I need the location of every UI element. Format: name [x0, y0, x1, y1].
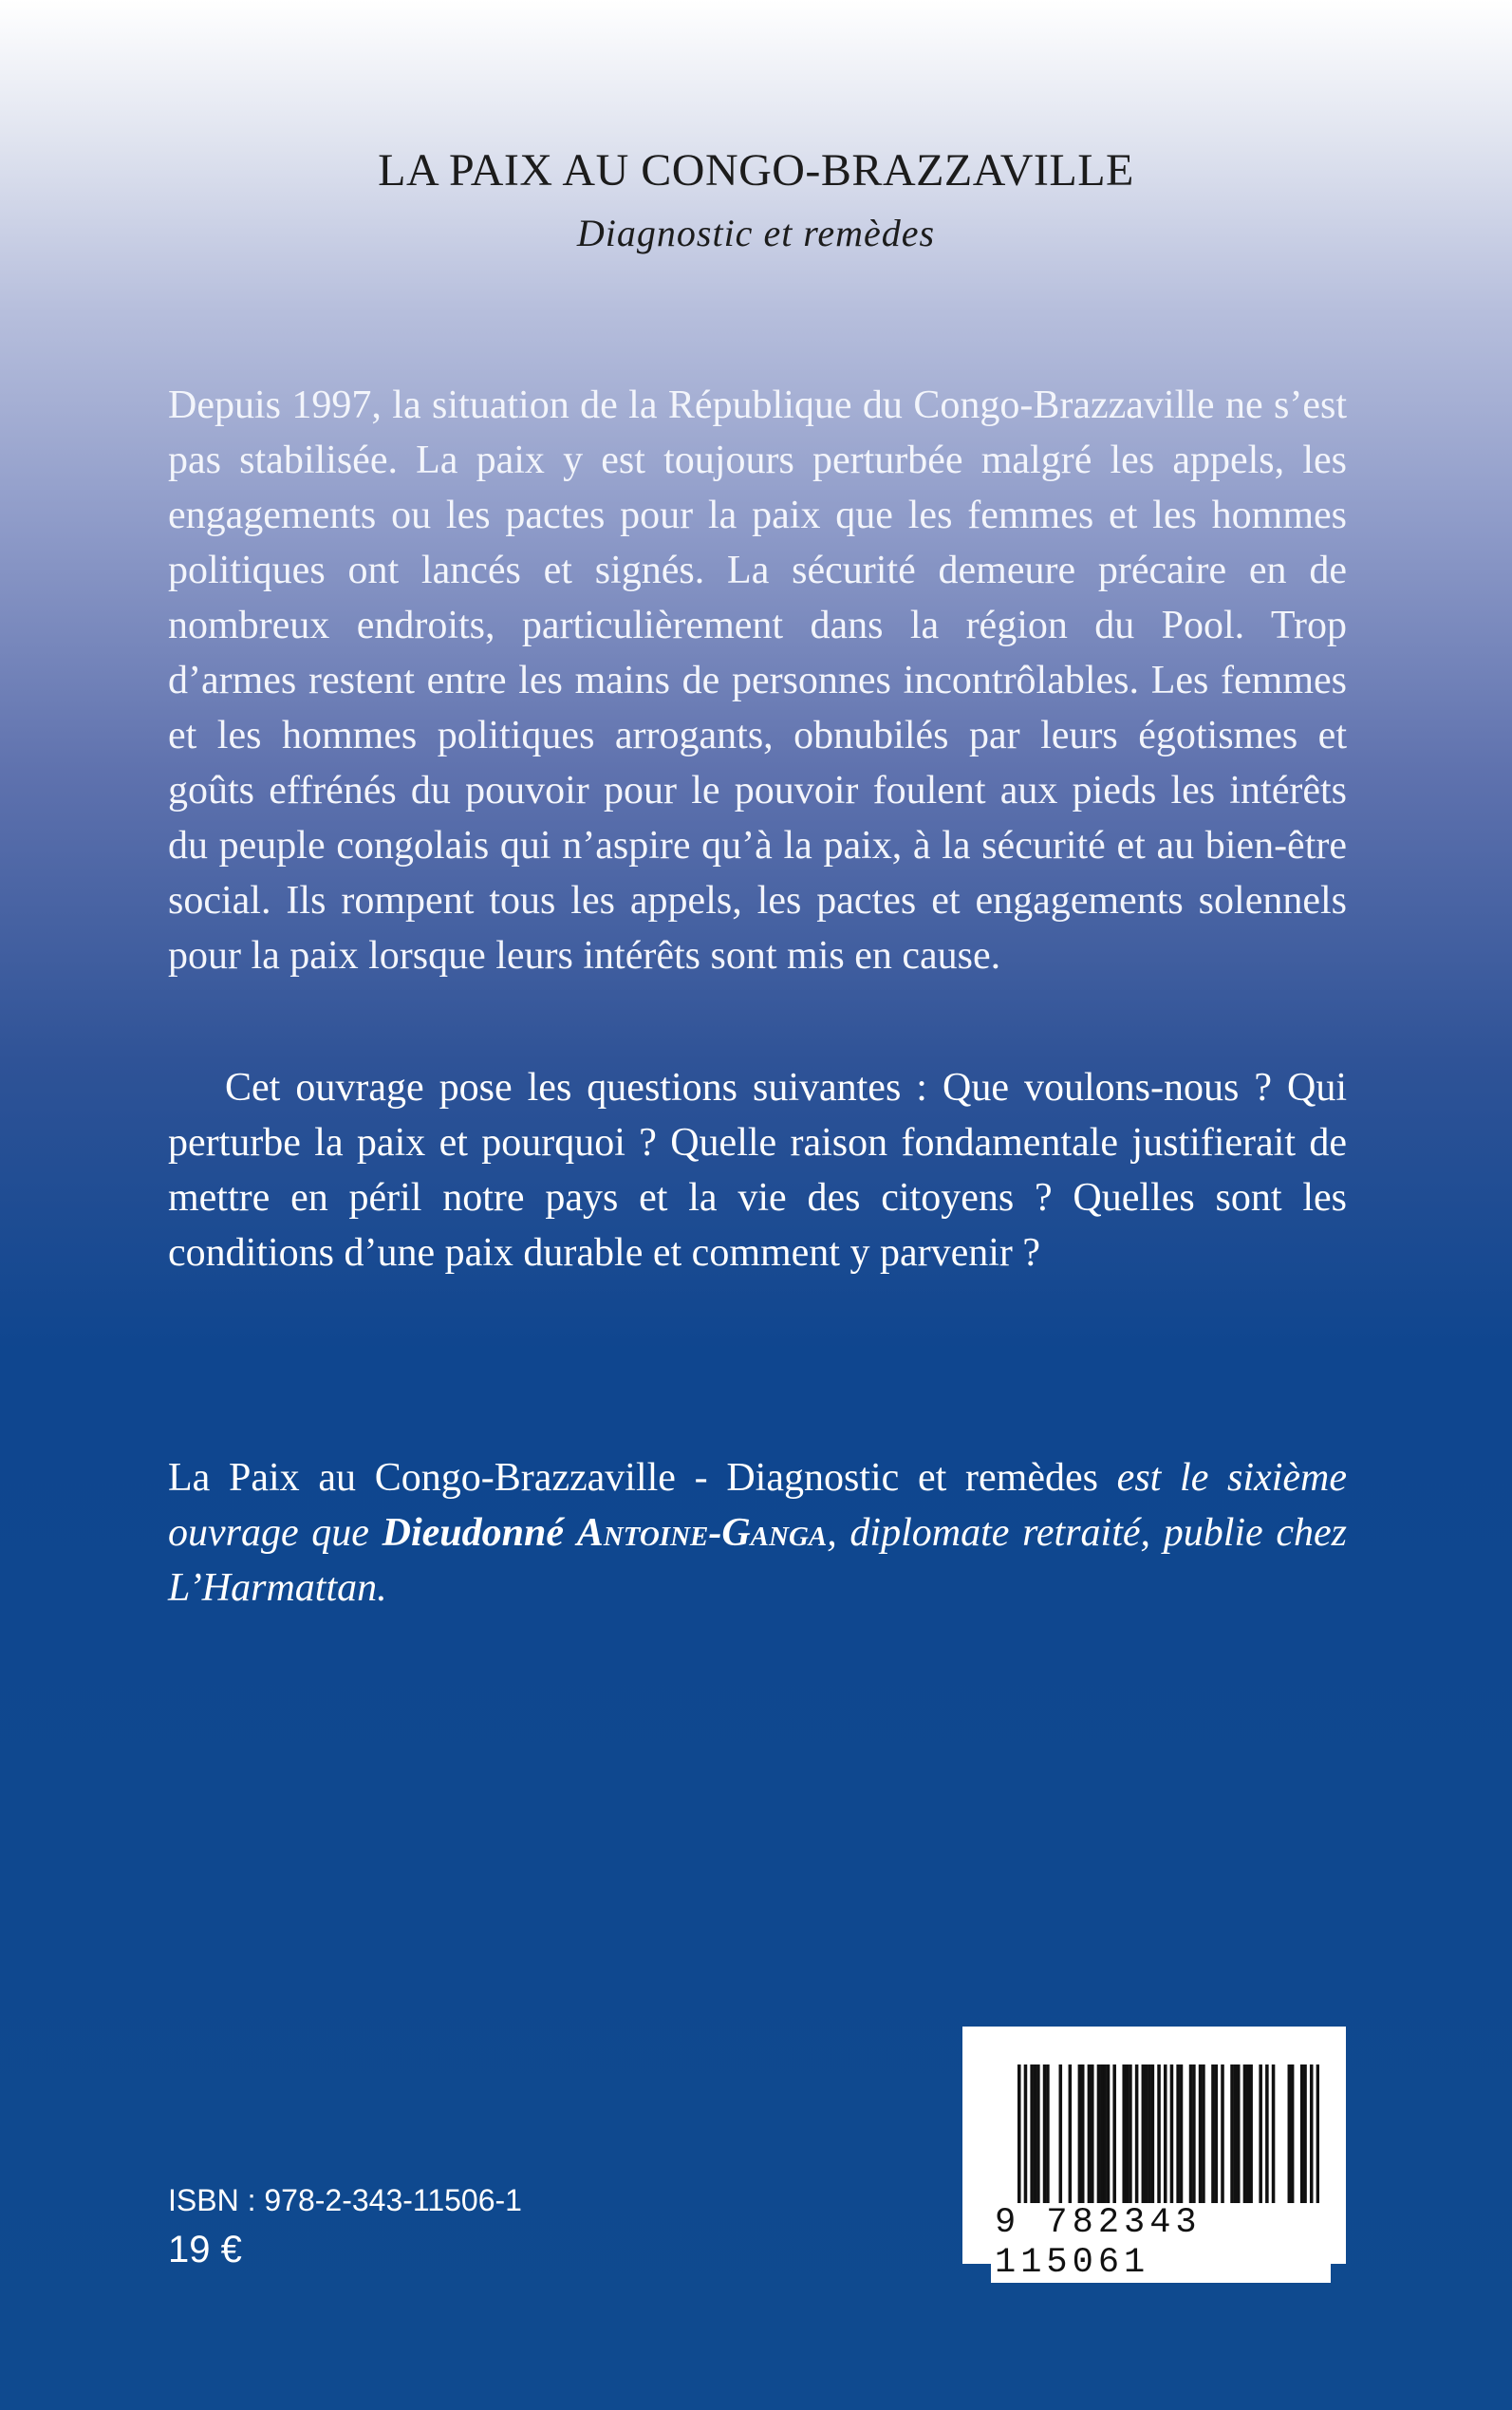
- barcode-bar: [1303, 2064, 1307, 2203]
- barcode-bar: [1151, 2064, 1155, 2203]
- barcode-bar: [1199, 2064, 1203, 2203]
- barcode-bar: [1192, 2064, 1196, 2203]
- barcode-bars: [1017, 2064, 1319, 2216]
- barcode-bar: [1030, 2064, 1034, 2203]
- barcode-bar: [1189, 2064, 1193, 2203]
- barcode-bar: [1034, 2064, 1037, 2203]
- barcode-bar: [1142, 2064, 1146, 2203]
- author-note: [168, 1450, 1347, 1616]
- barcode-bar: [1215, 2064, 1219, 2203]
- blurb-paragraph-2: Cet ouvrage pose les questions suivantes : Que voulons-nous ? Qui perturbe la paix et pourquoi ? Quelle raison fondamentale justifierait de mettre en péril notre pays et la vie des citoyens ? Quelles sont les conditions d’une paix durable et comment y parvenir ?: [168, 1066, 1347, 1275]
- about-book-title: La Paix au Congo-Brazzaville - Diagnostic et remèdes: [168, 1456, 1098, 1500]
- barcode-bar: [1126, 2064, 1129, 2203]
- barcode-bar: [1135, 2064, 1139, 2203]
- barcode-bar: [1300, 2064, 1304, 2203]
- barcode-bar: [1112, 2064, 1116, 2203]
- barcode-bar: [1081, 2064, 1085, 2203]
- blurb-paragraph-1: Depuis 1997, la situation de la République du Congo-Brazzaville ne s’est pas stabilisée. La paix y est toujours perturbée malgré les appels, les engagements ou les pactes pour la paix que les femmes et les hommes politiques ont lancés et signés. La sécurité demeure précaire en de nombreux endroits, particulièrement dans la région du Pool. Trop d’armes restent entre les mains de personnes incontrôlables. Les femmes et les hommes politiques arrogants, obnubilés par leurs égotismes et goûts effrénés du pouvoir pour le pouvoir foulent aux pieds les intérêts du peuple congolais qui n’aspire qu’à la paix, à la sécurité et au bien-être social. Ils rompent tous les appels, les pactes et engagements solennels pour la paix lorsque leurs intérêts sont mis en cause.: [168, 383, 1347, 978]
- barcode-bar: [1017, 2064, 1021, 2216]
- barcode-bar: [1221, 2064, 1224, 2203]
- barcode-bar: [1243, 2064, 1247, 2203]
- barcode-digits: 9 782343 115061: [991, 2203, 1331, 2283]
- book-title: LA PAIX AU CONGO-BRAZZAVILLE: [378, 145, 1134, 196]
- barcode-bar: [1272, 2064, 1276, 2203]
- barcode-bar: [1043, 2064, 1047, 2203]
- barcode-bar: [1291, 2064, 1295, 2203]
- barcode-bar: [1259, 2064, 1262, 2203]
- author-first-name: Dieudonné: [382, 1511, 577, 1555]
- barcode-bar: [1097, 2064, 1101, 2203]
- isbn: ISBN : 978-2-343-11506-1: [168, 2183, 522, 2217]
- barcode-bar: [1202, 2064, 1205, 2203]
- barcode-bar: [1059, 2064, 1063, 2203]
- barcode-bar: [1036, 2064, 1040, 2203]
- price: 19 €: [168, 2229, 242, 2270]
- barcode-bar: [1230, 2064, 1234, 2203]
- barcode-bar: [1103, 2064, 1107, 2203]
- barcode-bar: [1234, 2064, 1238, 2203]
- author-last-name: Antoine-Ganga: [576, 1511, 828, 1555]
- barcode-bar: [1088, 2064, 1092, 2203]
- barcode-bar: [1107, 2064, 1111, 2203]
- barcode-bar: [1122, 2064, 1126, 2203]
- barcode-bar: [1170, 2064, 1174, 2216]
- barcode-bar: [1145, 2064, 1148, 2203]
- barcode-bar: [1180, 2064, 1184, 2203]
- about-text-1: est le sixième ouvrage que: [168, 1456, 1347, 1555]
- barcode: [962, 2027, 1346, 2283]
- book-subtitle: Diagnostic et remèdes: [576, 212, 936, 254]
- barcode-bar: [1091, 2064, 1094, 2203]
- barcode-bar: [1288, 2064, 1292, 2203]
- barcode-bar: [1100, 2064, 1104, 2203]
- barcode-bar: [1078, 2064, 1082, 2203]
- barcode-bar: [1157, 2064, 1161, 2203]
- barcode-bar: [1148, 2064, 1151, 2203]
- barcode-bar: [1046, 2064, 1050, 2203]
- barcode-bar: [1211, 2064, 1215, 2203]
- barcode-bar: [1265, 2064, 1269, 2203]
- barcode-bar: [1024, 2064, 1028, 2216]
- barcode-bar: [1069, 2064, 1073, 2203]
- barcode-bar: [1237, 2064, 1241, 2203]
- barcode-bar: [1316, 2064, 1319, 2216]
- barcode-bar: [1310, 2064, 1314, 2216]
- barcode-bar: [1129, 2064, 1132, 2203]
- barcode-bar: [1176, 2064, 1180, 2203]
- barcode-bar: [1249, 2064, 1253, 2203]
- about-text-2: , diplomate retraité, publie chez L’Harmattan.: [168, 1511, 1347, 1610]
- barcode-bar: [1246, 2064, 1250, 2203]
- barcode-bar: [1164, 2064, 1167, 2216]
